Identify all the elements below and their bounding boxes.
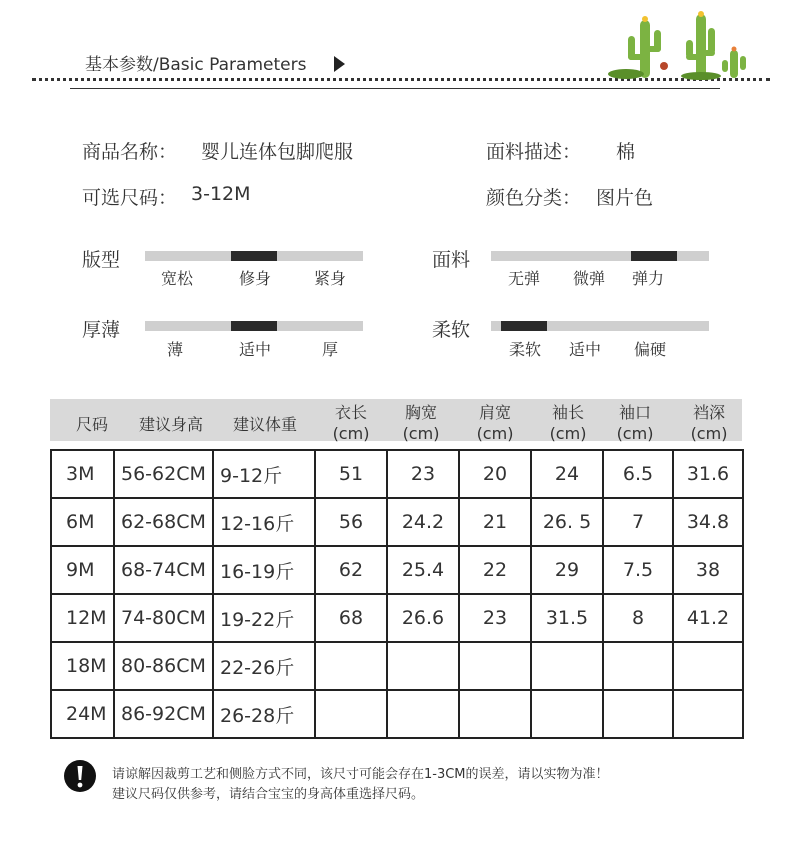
table-cell: 31.6: [673, 450, 743, 498]
table-cell: 6.5: [603, 450, 673, 498]
table-cell: 21: [459, 498, 531, 546]
fit-scale-marker: [231, 251, 277, 261]
fabric-scale-label: 面料: [432, 249, 471, 271]
color-label: 颜色分类：: [486, 187, 582, 209]
header-cuff: 袖口 (cm): [616, 403, 654, 443]
header-shoulder: 肩宽 (cm): [476, 403, 514, 443]
table-cell: [603, 642, 673, 690]
table-cell: 31.5: [531, 594, 603, 642]
table-cell: 24M: [51, 690, 114, 738]
table-cell: 74-80CM: [114, 594, 213, 642]
table-cell: [459, 690, 531, 738]
thickness-scale-bar: [145, 321, 363, 331]
table-cell: 29: [531, 546, 603, 594]
table-cell: 23: [387, 450, 459, 498]
table-cell: 7: [603, 498, 673, 546]
table-cell: 23: [459, 594, 531, 642]
table-cell: 62-68CM: [114, 498, 213, 546]
table-cell: [387, 642, 459, 690]
thickness-scale-label: 厚薄: [82, 319, 121, 341]
table-cell: 18M: [51, 642, 114, 690]
table-cell: 12M: [51, 594, 114, 642]
table-cell: [531, 690, 603, 738]
thickness-option: 厚: [321, 340, 338, 359]
fabric-scale-bar: [491, 251, 709, 261]
thickness-option: 适中: [238, 340, 271, 359]
section-title: 基本参数/Basic Parameters: [85, 55, 307, 75]
size-table: [50, 449, 744, 739]
fit-option: 宽松: [160, 269, 193, 288]
size-range-label: 可选尺码：: [82, 187, 178, 209]
table-cell: 62: [315, 546, 387, 594]
table-row: [51, 642, 743, 690]
product-name-label: 商品名称：: [82, 141, 178, 163]
table-cell: [673, 642, 743, 690]
table-cell: 86-92CM: [114, 690, 213, 738]
table-cell: [673, 690, 743, 738]
fabric-desc-value: 棉: [616, 141, 636, 163]
table-cell: 9-12斤: [213, 450, 315, 498]
product-name-value: 婴儿连体包脚爬服: [201, 141, 354, 163]
table-cell: 7.5: [603, 546, 673, 594]
table-row: [51, 594, 743, 642]
header-chest: 胸宽 (cm): [402, 403, 440, 443]
size-range-value: 3-12M: [191, 183, 251, 205]
fabric-desc-label: 面料描述：: [486, 141, 582, 163]
fit-scale-bar: [145, 251, 363, 261]
table-cell: [603, 690, 673, 738]
table-cell: 68-74CM: [114, 546, 213, 594]
table-row: [51, 498, 743, 546]
softness-option: 适中: [568, 340, 601, 359]
table-cell: [315, 642, 387, 690]
table-cell: [315, 690, 387, 738]
table-cell: 16-19斤: [213, 546, 315, 594]
table-cell: 6M: [51, 498, 114, 546]
table-cell: 80-86CM: [114, 642, 213, 690]
table-cell: 22-26斤: [213, 642, 315, 690]
table-cell: 12-16斤: [213, 498, 315, 546]
softness-scale-bar: [491, 321, 709, 331]
table-row: [51, 546, 743, 594]
fabric-option: 无弹: [507, 269, 540, 288]
table-cell: [387, 690, 459, 738]
header-sleeve: 袖长 (cm): [549, 403, 587, 443]
header-height: 建议身高: [138, 415, 203, 434]
header-underline: [70, 88, 720, 89]
color-value: 图片色: [596, 187, 654, 209]
table-cell: 26-28斤: [213, 690, 315, 738]
table-cell: 24: [531, 450, 603, 498]
table-cell: 22: [459, 546, 531, 594]
table-cell: 41.2: [673, 594, 743, 642]
table-row: [51, 450, 743, 498]
table-cell: 56-62CM: [114, 450, 213, 498]
header-rise: 裆深 (cm): [690, 403, 728, 443]
table-cell: 19-22斤: [213, 594, 315, 642]
table-cell: 3M: [51, 450, 114, 498]
fabric-option: 弹力: [631, 269, 664, 288]
header-length: 衣长 (cm): [332, 403, 370, 443]
table-cell: 8: [603, 594, 673, 642]
softness-option: 柔软: [508, 340, 541, 359]
warning-icon: [64, 760, 96, 792]
fit-option: 修身: [238, 269, 271, 288]
table-cell: [531, 642, 603, 690]
table-cell: 51: [315, 450, 387, 498]
softness-scale-label: 柔软: [432, 319, 471, 341]
header-size: 尺码: [75, 415, 108, 434]
table-cell: [459, 642, 531, 690]
cactus-decoration-icon: [606, 10, 756, 80]
fabric-option: 微弹: [572, 269, 605, 288]
note-line-1: 请谅解因裁剪工艺和侧脸方式不同，该尺寸可能会存在1-3CM的误差，请以实物为准！: [112, 767, 609, 782]
table-cell: 9M: [51, 546, 114, 594]
table-row: [51, 690, 743, 738]
note-line-2: 建议尺码仅供参考，请结合宝宝的身高体重选择尺码。: [112, 787, 425, 802]
fit-scale-label: 版型: [82, 249, 121, 271]
header-weight: 建议体重: [232, 415, 297, 434]
table-cell: 26. 5: [531, 498, 603, 546]
table-cell: 20: [459, 450, 531, 498]
table-cell: 24.2: [387, 498, 459, 546]
table-cell: 56: [315, 498, 387, 546]
play-arrow-icon: [334, 56, 345, 72]
thickness-option: 薄: [166, 340, 183, 359]
table-cell: 34.8: [673, 498, 743, 546]
table-cell: 38: [673, 546, 743, 594]
table-cell: 68: [315, 594, 387, 642]
fabric-scale-marker: [631, 251, 677, 261]
thickness-scale-marker: [231, 321, 277, 331]
softness-option: 偏硬: [633, 340, 666, 359]
table-cell: 25.4: [387, 546, 459, 594]
fit-option: 紧身: [313, 269, 346, 288]
table-cell: 26.6: [387, 594, 459, 642]
softness-scale-marker: [501, 321, 547, 331]
